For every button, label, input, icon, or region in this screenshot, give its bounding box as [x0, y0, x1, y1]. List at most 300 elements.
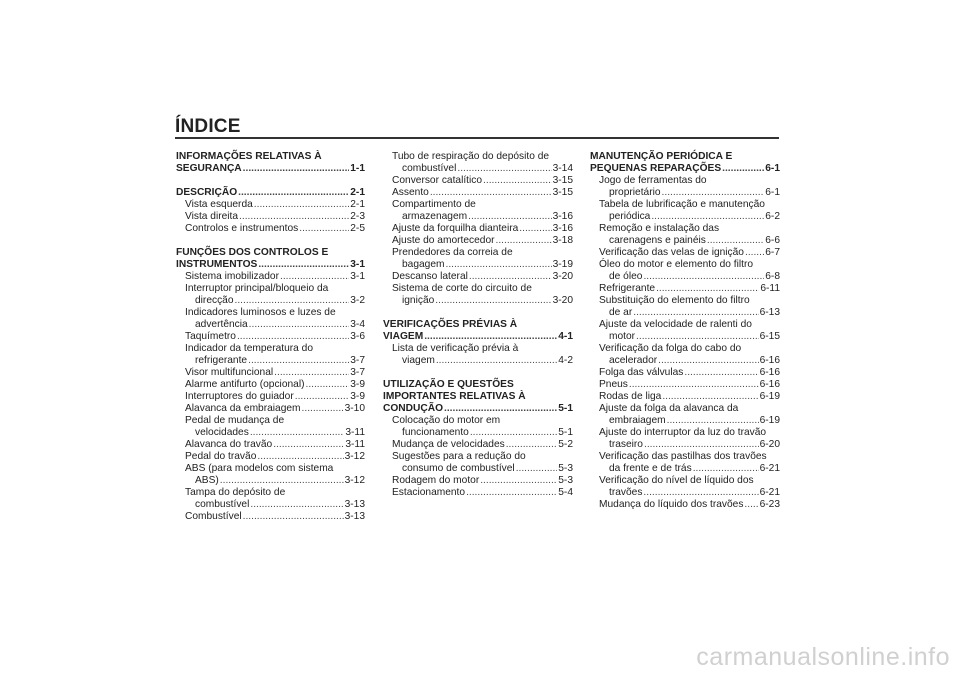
- dot-leader: [722, 163, 764, 175]
- toc-line-text: Alarme antifurto (opcional): [185, 379, 305, 390]
- dot-leader: [249, 319, 350, 331]
- toc-line-text: Tubo de respiração do depósito de: [392, 151, 550, 162]
- title-divider: [175, 137, 779, 139]
- dot-leader: [280, 271, 349, 283]
- toc-entry[interactable]: [590, 223, 780, 247]
- dot-leader: [707, 235, 764, 247]
- page-number: 6-13: [759, 307, 780, 318]
- toc-entry[interactable]: [590, 391, 780, 403]
- toc-entry[interactable]: [383, 151, 573, 175]
- toc-entry[interactable]: [383, 451, 573, 475]
- toc-line-text: de ar: [609, 307, 633, 318]
- toc-entry[interactable]: [176, 415, 365, 439]
- page-number: 3-14: [552, 163, 573, 174]
- dot-leader: [468, 211, 551, 223]
- dot-leader: [444, 403, 557, 415]
- toc-entry-line: [590, 271, 780, 283]
- toc-entry[interactable]: [383, 247, 573, 271]
- toc-entry-line: [590, 487, 780, 499]
- page-number: 4-1: [558, 331, 573, 342]
- toc-line-text: Interruptor principal/bloqueio da: [185, 283, 329, 294]
- toc-entry-line: [176, 511, 365, 523]
- toc-line-text: combustível: [402, 163, 457, 174]
- toc-entry[interactable]: [590, 295, 780, 319]
- page-number: 6-20: [759, 439, 780, 450]
- toc-section: [590, 151, 780, 511]
- toc-entry[interactable]: [176, 199, 365, 211]
- toc-entry-line: [176, 331, 365, 343]
- dot-leader: [667, 415, 759, 427]
- toc-line-text: Taquímetro: [185, 331, 236, 342]
- toc-section: [383, 151, 573, 307]
- toc-entry[interactable]: [383, 187, 573, 199]
- page-number: 2-1: [350, 187, 365, 198]
- toc-entry-line: [176, 463, 365, 475]
- dot-leader: [238, 187, 349, 199]
- toc-line-text: Combustível: [185, 511, 242, 522]
- toc-line-text: Sistema de corte do circuito de: [392, 283, 532, 294]
- toc-entry-line: [383, 439, 573, 451]
- page-number: 3-12: [344, 451, 365, 462]
- page-number: 3-19: [552, 259, 573, 270]
- toc-line-text: Óleo do motor e elemento do filtro: [599, 259, 754, 270]
- dot-leader: [643, 271, 764, 283]
- toc-entry-line: [590, 319, 780, 331]
- toc-entry[interactable]: [176, 391, 365, 403]
- toc-entry[interactable]: [590, 499, 780, 511]
- dot-leader: [243, 511, 344, 523]
- page-number: 3-2: [350, 295, 365, 306]
- toc-line-text: combustível: [195, 499, 250, 510]
- toc-entry[interactable]: [176, 367, 365, 379]
- toc-entry[interactable]: [176, 343, 365, 367]
- toc-line-text: Pedal do travão: [185, 451, 257, 462]
- dot-leader: [424, 331, 557, 343]
- toc-entry[interactable]: [176, 511, 365, 523]
- toc-line-text: Sistema imobilizador: [185, 271, 279, 282]
- toc-entry[interactable]: [176, 211, 365, 223]
- toc-entry-line: [590, 247, 780, 259]
- toc-entry-line: [590, 199, 780, 211]
- dot-leader: [258, 259, 349, 271]
- toc-entry[interactable]: [590, 199, 780, 223]
- page-number: 2-5: [350, 223, 365, 234]
- toc-line-text: Jogo de ferramentas do: [599, 175, 707, 186]
- toc-entry[interactable]: [176, 439, 365, 451]
- toc-line-text: viagem: [402, 355, 435, 366]
- toc-entry-line: [590, 343, 780, 355]
- toc-entry[interactable]: [383, 175, 573, 187]
- toc-line-text: Compartimento de: [392, 199, 476, 210]
- page-number: 3-15: [552, 187, 573, 198]
- toc-entry[interactable]: [383, 283, 573, 307]
- page-number: 3-11: [345, 439, 365, 450]
- page-number: 6-16: [759, 367, 780, 378]
- toc-entry[interactable]: [383, 223, 573, 235]
- dot-leader: [662, 187, 765, 199]
- dot-leader: [305, 379, 349, 391]
- toc-line-text: Alavanca do travão: [185, 439, 273, 450]
- toc-entry[interactable]: [176, 307, 365, 331]
- page-number: 6-16: [759, 355, 780, 366]
- toc-entry-line: [383, 463, 573, 475]
- toc-line-text: Visor multifuncional: [185, 367, 274, 378]
- toc-entry[interactable]: [176, 271, 365, 283]
- toc-entry-line: [383, 355, 573, 367]
- toc-line-text: FUNÇÕES DOS CONTROLOS E: [176, 247, 329, 258]
- page-number: 6-21: [759, 463, 780, 474]
- page-number: 3-10: [344, 403, 365, 414]
- toc-entry[interactable]: [383, 439, 573, 451]
- toc-entry-line: [176, 403, 365, 415]
- toc-entry[interactable]: [176, 403, 365, 415]
- toc-entry-line: [176, 475, 365, 487]
- toc-line-text: acelerador: [609, 355, 658, 366]
- toc-line-text: Ajuste da folga da alavanca da: [599, 403, 739, 414]
- page-number: 6-6: [765, 235, 780, 246]
- toc-entry-line: [176, 451, 365, 463]
- toc-line-text: direcção: [195, 295, 234, 306]
- dot-leader: [519, 223, 551, 235]
- page-number: 6-15: [759, 331, 780, 342]
- toc-line-text: Lista de verificação prévia à: [392, 343, 519, 354]
- page-number: 6-7: [765, 247, 780, 258]
- toc-line-text: Ajuste do interruptor da luz do travão: [599, 427, 767, 438]
- page-number: 5-2: [558, 439, 573, 450]
- toc-line-text: Verificação das pastilhas dos travões: [599, 451, 767, 462]
- toc-line-text: armazenagem: [402, 211, 468, 222]
- dot-leader: [693, 463, 759, 475]
- page-number: 3-4: [350, 319, 365, 330]
- toc-line-text: Pedal de mudança de: [185, 415, 285, 426]
- dot-leader: [662, 391, 758, 403]
- toc-entry-line: [590, 475, 780, 487]
- toc-entry[interactable]: [383, 475, 573, 487]
- toc-entry[interactable]: [383, 199, 573, 223]
- toc-entry-line: [590, 295, 780, 307]
- toc-line-text: Ajuste da velocidade de ralenti do: [599, 319, 752, 330]
- page-number: 3-7: [350, 367, 365, 378]
- toc-entry-line: [590, 403, 780, 415]
- toc-entry-line: [176, 307, 365, 319]
- page-number: 2-1: [350, 199, 365, 210]
- toc-line-text: Indicador da temperatura do: [185, 343, 313, 354]
- toc-line-text: Prendedores da correia de: [392, 247, 513, 258]
- toc-line-text: refrigerante: [195, 355, 248, 366]
- toc-line-text: PEQUENAS REPARAÇÕES: [590, 163, 722, 174]
- dot-leader: [636, 331, 759, 343]
- toc-entry-line: [590, 391, 780, 403]
- dot-leader: [435, 295, 551, 307]
- toc-column-1: [176, 151, 365, 535]
- toc-line-text: Vista direita: [185, 211, 239, 222]
- toc-line-text: Rodagem do motor: [392, 475, 480, 486]
- toc-entry-line: [176, 223, 365, 235]
- toc-entry-line: [383, 223, 573, 235]
- dot-leader: [248, 355, 349, 367]
- dot-leader: [629, 379, 759, 391]
- dot-leader: [744, 499, 758, 511]
- page-number: 3-1: [350, 259, 365, 270]
- toc-entry-line: [383, 475, 573, 487]
- toc-entry[interactable]: [590, 259, 780, 283]
- toc-line-text: consumo de combustível: [402, 463, 515, 474]
- toc-line-text: ABS): [195, 475, 219, 486]
- toc-line-text: VERIFICAÇÕES PRÉVIAS À: [383, 319, 518, 330]
- dot-leader: [237, 331, 349, 343]
- toc-entry-line: [383, 175, 573, 187]
- toc-entry[interactable]: [590, 427, 780, 451]
- toc-entry[interactable]: [383, 415, 573, 439]
- dot-leader: [633, 307, 758, 319]
- toc-entry[interactable]: [590, 283, 780, 295]
- section-title: [383, 319, 573, 331]
- toc-entry[interactable]: [590, 175, 780, 199]
- toc-entry-line: [590, 223, 780, 235]
- page-number: 3-1: [350, 271, 365, 282]
- toc-line-text: traseiro: [609, 439, 643, 450]
- page-number: 6-19: [759, 391, 780, 402]
- toc-line-text: embraiagem: [609, 415, 666, 426]
- toc-entry[interactable]: [383, 343, 573, 367]
- toc-entry-line: [176, 367, 365, 379]
- dot-leader: [483, 175, 552, 187]
- toc-line-text: Sugestões para a redução do: [392, 451, 526, 462]
- toc-line-text: Indicadores luminosos e luzes de: [185, 307, 336, 318]
- dot-leader: [684, 367, 758, 379]
- toc-line-text: Tampa do depósito de: [185, 487, 286, 498]
- toc-entry-line: [590, 187, 780, 199]
- toc-entry-line: [383, 259, 573, 271]
- toc-entry-line: [176, 427, 365, 439]
- dot-leader: [250, 499, 343, 511]
- toc-entry-line: [383, 427, 573, 439]
- toc-entry-line: [383, 163, 573, 175]
- dot-leader: [274, 367, 349, 379]
- page-number: 3-20: [552, 295, 573, 306]
- toc-entry-line: [176, 271, 365, 283]
- dot-leader: [239, 211, 349, 223]
- dot-leader: [295, 391, 350, 403]
- toc-line-text: CONDUÇÃO: [383, 403, 443, 414]
- section-title: [176, 151, 365, 163]
- toc-entry-line: [176, 391, 365, 403]
- toc-entry-line: [176, 199, 365, 211]
- dot-leader: [457, 163, 551, 175]
- toc-line-text: Vista esquerda: [185, 199, 253, 210]
- toc-entry-line: [590, 175, 780, 187]
- dot-leader: [480, 475, 557, 487]
- toc-line-text: velocidades: [195, 427, 249, 438]
- toc-entry[interactable]: [176, 463, 365, 487]
- toc-section: [383, 319, 573, 367]
- toc-line-text: DESCRIÇÃO: [176, 187, 238, 198]
- toc-entry[interactable]: [176, 331, 365, 343]
- dot-leader: [466, 487, 557, 499]
- toc-entry[interactable]: [590, 451, 780, 475]
- dot-leader: [235, 295, 350, 307]
- toc-entry[interactable]: [176, 451, 365, 463]
- toc-entry-line: [383, 271, 573, 283]
- section-title: [176, 259, 365, 271]
- page-number: 5-3: [558, 463, 573, 474]
- toc-entry-line: [383, 151, 573, 163]
- toc-entry-line: [176, 319, 365, 331]
- page-number: 3-16: [552, 211, 573, 222]
- toc-line-text: periódica: [609, 211, 651, 222]
- toc-entry[interactable]: [590, 367, 780, 379]
- toc-entry[interactable]: [590, 379, 780, 391]
- toc-entry-line: [590, 379, 780, 391]
- page-number: 3-18: [552, 235, 573, 246]
- toc-entry[interactable]: [590, 319, 780, 343]
- section-title: [176, 163, 365, 175]
- toc-line-text: funcionamento: [402, 427, 469, 438]
- toc-entry[interactable]: [383, 271, 573, 283]
- page-number: 6-8: [765, 271, 780, 282]
- page-number: 6-11: [760, 283, 780, 294]
- dot-leader: [299, 223, 349, 235]
- dot-leader: [430, 187, 552, 199]
- page-number: 3-9: [350, 391, 365, 402]
- toc-entry[interactable]: [176, 223, 365, 235]
- watermark: carmanualsonline.info: [696, 643, 950, 671]
- toc-entry[interactable]: [590, 475, 780, 499]
- toc-entry-line: [590, 235, 780, 247]
- toc-line-text: VIAGEM: [383, 331, 424, 342]
- toc-entry-line: [383, 415, 573, 427]
- toc-entry-line: [590, 283, 780, 295]
- page-number: 5-4: [558, 487, 573, 498]
- dot-leader: [257, 451, 343, 463]
- page-number: 2-3: [350, 211, 365, 222]
- toc-line-text: de óleo: [609, 271, 643, 282]
- toc-line-text: Folga das válvulas: [599, 367, 684, 378]
- page-number: 6-23: [759, 499, 780, 510]
- toc-entry-line: [590, 331, 780, 343]
- toc-line-text: Tabela de lubrificação e manutenção: [599, 199, 765, 210]
- dot-leader: [220, 475, 344, 487]
- toc-entry-line: [383, 451, 573, 463]
- toc-line-text: Mudança do líquido dos travões: [599, 499, 744, 510]
- toc-entry-line: [590, 463, 780, 475]
- toc-line-text: da frente e de trás: [609, 463, 692, 474]
- section-title: [383, 331, 573, 343]
- toc-line-text: Ajuste da forquilha dianteira: [392, 223, 519, 234]
- toc-line-text: Ajuste do amortecedor: [392, 235, 495, 246]
- toc-section: [383, 379, 573, 499]
- toc-entry-line: [176, 379, 365, 391]
- toc-line-text: travões: [609, 487, 643, 498]
- toc-entry[interactable]: [590, 343, 780, 367]
- dot-leader: [250, 427, 345, 439]
- toc-line-text: ignição: [402, 295, 435, 306]
- toc-section: [176, 151, 365, 175]
- page-number: 1-1: [350, 163, 365, 174]
- toc-entry-line: [590, 307, 780, 319]
- toc-line-text: Rodas de liga: [599, 391, 662, 402]
- page-number: 6-1: [765, 187, 780, 198]
- toc-entry-line: [590, 211, 780, 223]
- toc-line-text: IMPORTANTES RELATIVAS À: [383, 391, 526, 402]
- dot-leader: [656, 283, 759, 295]
- toc-line-text: advertência: [195, 319, 248, 330]
- toc-line-text: Remoção e instalação das: [599, 223, 720, 234]
- page-number: 3-13: [344, 499, 365, 510]
- toc-entry-line: [176, 487, 365, 499]
- toc-entry-line: [383, 295, 573, 307]
- toc-entry-line: [590, 439, 780, 451]
- dot-leader: [302, 403, 344, 415]
- dot-leader: [644, 439, 759, 451]
- page-title: ÍNDICE: [175, 116, 241, 137]
- toc-line-text: Colocação do motor em: [392, 415, 501, 426]
- section-title: [176, 187, 365, 199]
- toc-line-text: Controlos e instrumentos: [185, 223, 299, 234]
- toc-line-text: Refrigerante: [599, 283, 656, 294]
- toc-line-text: carenagens e painéis: [609, 235, 706, 246]
- section-title: [590, 163, 780, 175]
- page-number: 6-2: [765, 211, 780, 222]
- page-number: 3-15: [552, 175, 573, 186]
- dot-leader: [506, 439, 558, 451]
- dot-leader: [273, 439, 344, 451]
- page-number: 6-16: [759, 379, 780, 390]
- page-number: 6-1: [765, 163, 780, 174]
- page-number: 6-19: [759, 415, 780, 426]
- toc-entry-line: [176, 415, 365, 427]
- toc-line-text: Verificação das velas de ignição: [599, 247, 744, 258]
- toc-entry-line: [383, 187, 573, 199]
- toc-entry-line: [590, 415, 780, 427]
- section-title: [590, 151, 780, 163]
- toc-entry[interactable]: [383, 487, 573, 499]
- page-number: 4-2: [558, 355, 573, 366]
- toc-line-text: Interruptores do guiador: [185, 391, 294, 402]
- toc-column-3: [590, 151, 780, 523]
- dot-leader: [643, 487, 758, 499]
- toc-entry-line: [590, 499, 780, 511]
- page-number: 3-12: [344, 475, 365, 486]
- toc-entry-line: [590, 355, 780, 367]
- toc-entry[interactable]: [383, 235, 573, 247]
- toc-entry-line: [176, 439, 365, 451]
- toc-line-text: Verificação da folga do cabo do: [599, 343, 742, 354]
- page-number: 5-1: [558, 427, 573, 438]
- toc-entry[interactable]: [590, 403, 780, 427]
- toc-line-text: Assento: [392, 187, 429, 198]
- toc-entry[interactable]: [176, 487, 365, 511]
- toc-entry-line: [176, 499, 365, 511]
- page-number: 5-1: [558, 403, 573, 414]
- page-number: 3-9: [350, 379, 365, 390]
- toc-line-text: bagagem: [402, 259, 445, 270]
- toc-entry[interactable]: [590, 247, 780, 259]
- toc-entry[interactable]: [176, 283, 365, 307]
- page-number: 3-7: [350, 355, 365, 366]
- page-number: 5-3: [558, 475, 573, 486]
- toc-entry-line: [590, 259, 780, 271]
- dot-leader: [470, 427, 557, 439]
- toc-line-text: Pneus: [599, 379, 628, 390]
- toc-entry[interactable]: [176, 379, 365, 391]
- dot-leader: [496, 235, 552, 247]
- page-number: 3-16: [552, 223, 573, 234]
- toc-entry-line: [176, 295, 365, 307]
- toc-line-text: Alavanca da embraiagem: [185, 403, 301, 414]
- toc-entry-line: [383, 211, 573, 223]
- dot-leader: [516, 463, 558, 475]
